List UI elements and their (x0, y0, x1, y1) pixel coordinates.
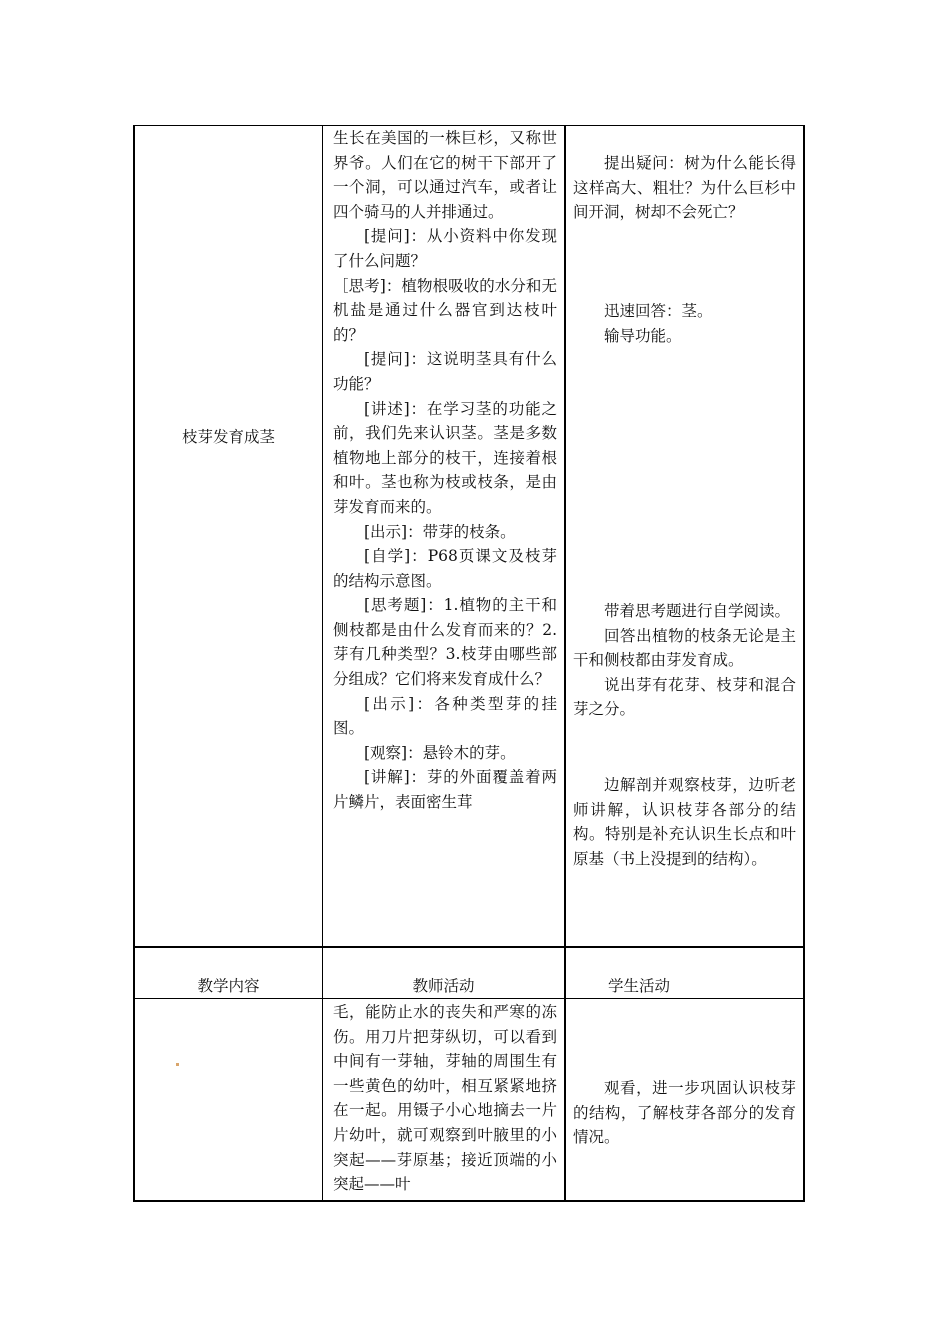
student-paragraph-5: 回答出植物的枝条无论是主干和侧枝都由芽发育成。 (573, 626, 796, 670)
table-border-bottom (133, 1200, 805, 1202)
table-border-right (803, 125, 805, 1202)
teacher-paragraph-3: ［思考]：植物根吸收的水分和无机盐是通过什么器官到达枝叶的？ (333, 276, 557, 344)
header-col2-label: 教师活动 (412, 977, 475, 995)
student-paragraph-1: 提出疑问：树为什么能长得这样高大、粗壮？为什么巨杉中间开洞，树却不会死亡？ (573, 154, 796, 222)
student-paragraph-3: 输导功能。 (604, 326, 682, 345)
teacher-paragraph-2: [提问]：从小资料中你发现了什么问题？ (333, 227, 557, 270)
student-paragraph-6: 说出芽有花芽、枝芽和混合芽之分。 (573, 675, 796, 719)
table-border-left (133, 125, 135, 1202)
teacher-paragraph-9: [出示]：各种类型芽的挂图。 (333, 694, 557, 738)
table-border-mid-top (133, 946, 805, 948)
header-student-activity (608, 974, 798, 999)
section2-teacher-activity (333, 1000, 557, 1197)
student-paragraph-2: 迅速回答：茎。 (604, 302, 713, 320)
table-border-col1 (322, 125, 323, 1202)
teacher-paragraph-6: [出示]：带芽的枝条。 (364, 522, 516, 541)
header-teaching-content (136, 974, 321, 999)
section1-teacher-activity (333, 126, 557, 815)
section1-student-activity (573, 151, 796, 225)
section2-teacher-text: 毛，能防止水的丧失和严寒的冻伤。用刀片把芽纵切，可以看到中间有一芽轴，芽轴的周围生有一些黄色的幼叶，相互紧紧地挤在一起。用镊子小心地摘去一片片幼叶，就可观察到叶腋里的小突起——芽原基；接近顶端的小突起——叶 (333, 1003, 557, 1194)
header-teacher-activity (323, 974, 564, 999)
teacher-paragraph-1: 生长在美国的一株巨杉，又称世界爷。人们在它的树干下部开了一个洞，可以通过汽车，或者让四个骑马的人并排通过。 (333, 129, 557, 221)
teacher-paragraph-5: [讲述]：在学习茎的功能之前，我们先来认识茎。茎是多数植物地上部分的枝干，连接着根和叶。茎也称为枝或枝条，是由芽发育而来的。 (333, 399, 557, 516)
teacher-paragraph-10: [观察]：悬铃木的芽。 (364, 743, 516, 762)
stray-mark (176, 1063, 179, 1066)
table-border-col2 (564, 125, 566, 1202)
section1-student-dissection (573, 773, 796, 871)
student-paragraph-4: 带着思考题进行自学阅读。 (604, 602, 791, 620)
teacher-paragraph-11: [讲解]：芽的外面覆盖着两片鳞片，表面密生茸 (333, 768, 557, 812)
header-col1-label: 教学内容 (197, 977, 260, 995)
section1-topic-text: 枝芽发育成茎 (181, 428, 275, 446)
teacher-paragraph-7: [自学]：P68页课文及枝芽的结构示意图。 (333, 547, 557, 590)
teacher-paragraph-8: [思考题]：1.植物的主干和侧枝都是由什么发育而来的？2.芽有几种类型？3.枝芽由哪些部分组成？它们将来发育成什么？ (333, 596, 557, 689)
section2-student-activity (573, 1076, 796, 1150)
teacher-paragraph-4: [提问]：这说明茎具有什么功能？ (333, 350, 557, 393)
section2-student-text: 观看，进一步巩固认识枝芽的结构，了解枝芽各部分的发育情况。 (573, 1079, 796, 1147)
section1-topic (136, 425, 321, 450)
section1-student-answers (573, 299, 796, 348)
section1-student-reading (573, 599, 796, 722)
header-col3-label: 学生活动 (608, 977, 671, 995)
student-paragraph-7: 边解剖并观察枝芽，边听老师讲解，认识枝芽各部分的结构。特别是补充认识生长点和叶原基（书上没提到的结构）。 (573, 776, 796, 868)
